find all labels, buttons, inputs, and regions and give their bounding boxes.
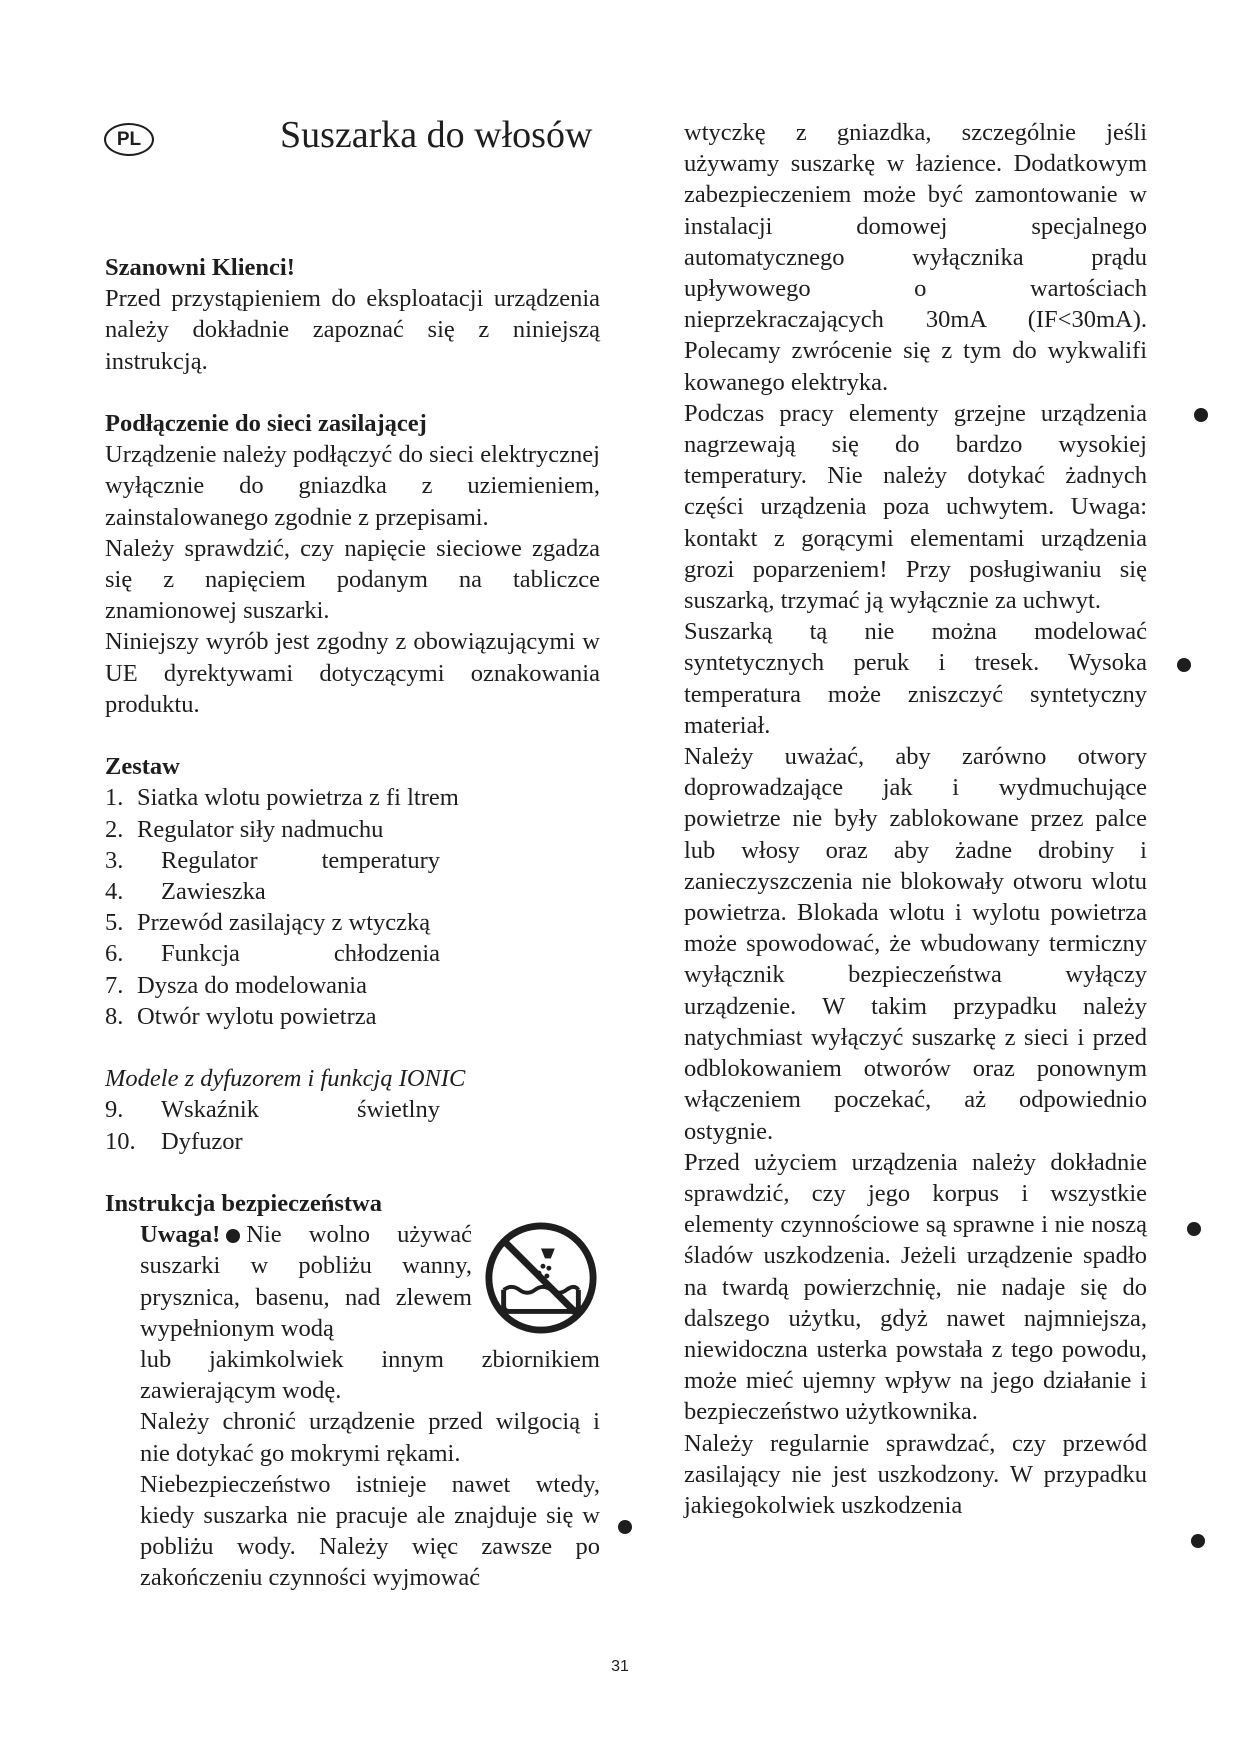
intro-heading: Szanowni Klienci! [105,254,295,281]
safety-paragraph-3: Niebezpieczeństwo istnieje nawet wtedy, kiedy suszarka nie pracuje ale znajduje się w pobliżu wody. Należy więc zawsze po zakończeniu czynności wyjmować [140,1470,600,1592]
power-paragraph-1: Urządzenie należy podłączyć do sieci elektrycznej wyłącznie do gniazdka z uziemieniem, zainstalowanego zgodnie z przepisami. [105,441,600,531]
warning-label: Uwaga! [140,1221,221,1249]
warning-text-continued: lub jakimkolwiek innym zbiornikiem zawierającym wodę. [140,1346,600,1405]
no-bath-icon [482,1219,600,1337]
list-item: 2. Regulator siły nadmuchu [105,815,384,843]
right-column [684,117,1147,1521]
list-item: 10. Dyfuzor [105,1127,243,1155]
right-paragraph-4: Należy uważać, aby zarówno otwory doprowadzające jak i wydmuchujące powietrze nie były zablokowane przez palce lub włosy oraz aby żadne drobiny i zanieczyszczenia nie blokowały otworu wlotu powietrza. Blokada wlotu i wylotu powietrza może spowodować, że wbudowany termiczny wyłącznik bezpieczeństwa wyłączy urządzenie. W takim przypadku należy natychmiast wyłączyć suszarkę z sieci i przed odblokowaniem otworów oraz ponownym włączeniem poczekać, aż odpowiednio ostygnie. [684,743,1147,1145]
right-paragraph-2: Podczas pracy elementy grzejne urządzenia nagrzewają się do bardzo wysokiej temperatury. Nie należy dotykać żadnych części urządzenia poza uchwytem. Uwaga: kontakt z gorącymi elementami urządzenia grozi poparzeniem! Przy posługiwaniu się suszarką, trzymać ją wyłącznie za uchwyt. [684,399,1147,615]
right-paragraph-6: Należy regularnie sprawdzać, czy przewód zasilający nie jest uszkodzony. W przypadku jakiegokolwiek uszkodzenia [684,1429,1147,1519]
right-paragraph-5: Przed użyciem urządzenia należy dokładnie sprawdzić, czy jego korpus i wszystkie elementy czynnościowe są sprawne i nie noszą śladów uszkodzenia. Jeżeli urządzenie spadło na twardą powierzchnię, nie nadaje się do dalszego użytku, gdyż nawet najmniejsza, niewidoczna usterka powstała z tego powodu, może mieć ujemny wpływ na jego działanie i bezpieczeństwo użytkownika. [684,1148,1147,1426]
models-heading: Modele z dyfuzorem i funkcją IONIC [105,1065,466,1093]
right-paragraph-1: wtyczkę z gniazdka, szczególnie jeśli używamy suszarkę w łazience. Dodatkowym zabezpieczeniem może być zamontowanie w instalacji domowej specjalnego automatycznego wyłącznika prądu upływowego o wartościach nieprzekraczających 30mA (IF<30mA). Polecamy zwrócenie się z tym do wykwalifi kowanego elektryka. [684,119,1147,396]
safety-heading: Instrukcja bezpieczeństwa [105,1190,382,1218]
power-paragraph-3: Niniejszy wyrób jest zgodny z obowiązującymi w UE dyrektywami dotyczącymi oznakowania produktu. [105,628,600,718]
page-number: 31 [611,1658,629,1675]
safety-block [105,1219,600,1593]
list-item: 3. Regulator temperatury [105,846,440,874]
safety-paragraph-2: Należy chronić urządzenie przed wilgocią i nie dotykać go mokrymi rękami. [140,1408,600,1467]
list-item: 9. Wskaźnik świetlny [105,1096,440,1124]
list-item: 8. Otwór wylotu powietrza [105,1002,377,1030]
power-heading: Podłączenie do sieci zasilającej [105,410,427,437]
kit-list [105,782,600,1032]
bullet-dot [1191,1534,1205,1548]
warning-text: Uwaga! Nie wolno używać suszarki w pobliżu wanny, prysznica, basenu, nad zlewem wypełnionym wodą [140,1221,472,1342]
bullet-dot [1177,658,1191,672]
bullet-dot [226,1229,240,1243]
intro-text: Przed przystąpieniem do eksploatacji urządzenia należy dokładnie zapoznać się z niniejszą instrukcją. [105,285,600,375]
bullet-dot [618,1520,632,1534]
list-item: 6. Funkcja chłodzenia [105,940,440,968]
list-item: 4. Zawieszka [105,878,266,906]
warning-block [140,1219,600,1344]
list-item: 7. Dysza do modelowania [105,971,367,999]
models-list [105,1094,600,1156]
power-paragraph-2: Należy sprawdzić, czy napięcie sieciowe zgadza się z napięciem podanym na tabliczce znamionowej suszarki. [105,534,600,625]
right-paragraph-3: Suszarką tą nie można modelować syntetycznych peruk i tresek. Wysoka temperatura może zniszczyć syntetyczny materiał. [684,618,1147,739]
left-column [105,252,600,1594]
list-item: 5. Przewód zasilający z wtyczką [105,909,431,937]
page-title: Suszarka do włosów [280,114,593,156]
bullet-dot [1187,1222,1201,1236]
kit-heading: Zestaw [105,753,180,781]
language-badge: PL [104,123,154,156]
list-item: 1. Siatka wlotu powietrza z fi ltrem [105,784,459,812]
bullet-dot [1194,408,1208,422]
